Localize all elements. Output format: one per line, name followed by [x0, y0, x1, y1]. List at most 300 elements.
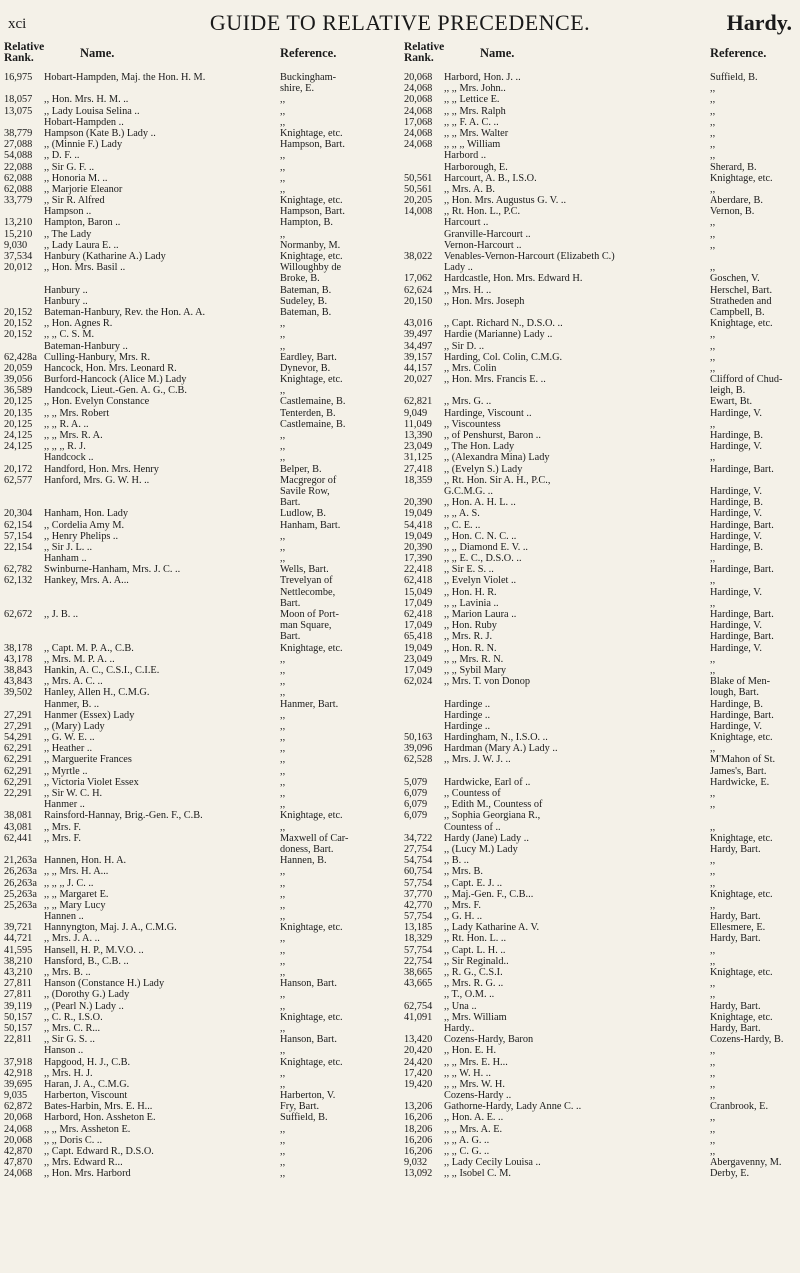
table-row	[4, 1012, 398, 1023]
reference-cell: ,,	[710, 150, 716, 162]
table-row	[404, 441, 798, 452]
reference-cell: Hardinge, V.	[710, 441, 762, 453]
table-row	[4, 251, 398, 262]
table-row	[404, 777, 798, 788]
reference-cell: ,,	[710, 116, 716, 128]
rank-cell: 20,390	[404, 497, 433, 509]
name-cell: ,, Mrs. C. R...	[44, 1022, 101, 1034]
table-row	[404, 83, 798, 94]
reference-cell: Bart.	[280, 497, 301, 509]
name-cell: ,, Hon. Ruby	[444, 620, 497, 632]
reference-cell: Hanmer, Bart.	[280, 698, 339, 710]
table-row	[4, 553, 398, 564]
reference-cell: Knightage, etc.	[280, 374, 343, 386]
table-row	[4, 1146, 398, 1157]
table-row	[404, 1001, 798, 1012]
table-row	[4, 128, 398, 139]
name-cell: Hardman (Mary A.) Lady ..	[444, 743, 558, 755]
name-cell: ,, Victoria Violet Essex	[44, 776, 139, 788]
name-cell: ,, Sir J. L. ..	[44, 541, 93, 553]
table-row	[404, 486, 798, 497]
reference-heading: Reference.	[710, 46, 767, 60]
table-row	[4, 173, 398, 184]
name-cell: Hardinge, Viscount ..	[444, 407, 532, 419]
reference-cell: ,,	[280, 788, 286, 799]
table-row	[404, 564, 798, 575]
table-row	[4, 687, 398, 698]
table-row	[404, 128, 798, 139]
reference-cell: ,,	[280, 116, 286, 128]
table-row	[4, 1057, 398, 1068]
table-row	[4, 911, 398, 922]
rank-cell: 57,154	[4, 530, 33, 542]
reference-cell: ,,	[280, 94, 286, 106]
reference-cell: Trevelyan of	[280, 575, 333, 587]
table-row	[4, 620, 398, 631]
name-cell: ,, (Pearl N.) Lady ..	[44, 1000, 124, 1012]
reference-cell: Ludlow, B.	[280, 508, 326, 520]
reference-cell: Macgregor of	[280, 474, 337, 486]
reference-cell: Knightage, etc.	[280, 1056, 343, 1068]
table-row	[404, 553, 798, 564]
reference-cell: Hardinge, Bart.	[710, 519, 774, 531]
table-row	[404, 329, 798, 340]
name-cell: G.C.M.G. ..	[444, 485, 493, 497]
name-cell: Burford-Hancock (Alice M.) Lady	[44, 374, 187, 386]
reference-cell: ,,	[710, 899, 716, 911]
reference-cell: James's, Bart.	[710, 765, 767, 777]
table-row	[404, 352, 798, 363]
name-cell: ,, ,, ,, William	[444, 139, 501, 151]
rank-cell: 19,049	[404, 530, 433, 542]
rank-cell: 17,062	[404, 273, 433, 285]
reference-cell: Wells, Bart.	[280, 564, 329, 576]
rank-cell: 19,049	[404, 508, 433, 520]
rank-cell: 39,096	[404, 743, 433, 755]
reference-cell: Knightage, etc.	[710, 318, 773, 330]
rank-cell: 54,754	[404, 855, 433, 867]
table-row	[404, 810, 798, 821]
reference-cell: Goschen, V.	[710, 273, 760, 285]
name-cell: Vernon-Harcourt ..	[444, 239, 522, 251]
reference-cell: ,,	[710, 866, 716, 878]
name-cell: ,, C. R., I.S.O.	[44, 1011, 103, 1023]
name-cell: ,, Mrs. H. J.	[44, 1067, 93, 1079]
name-cell: ,, R. G., C.S.I.	[444, 967, 503, 978]
reference-cell: ,,	[280, 955, 286, 967]
reference-cell: ,,	[710, 653, 716, 665]
table-row	[404, 1135, 798, 1146]
name-cell: Hapgood, H. J., C.B.	[44, 1056, 131, 1068]
name-cell: Harcourt, A. B., I.S.O.	[444, 172, 537, 184]
rank-cell: 24,068	[404, 127, 433, 139]
table-row	[4, 217, 398, 228]
table-row	[404, 72, 798, 83]
rank-cell: 18,057	[4, 94, 33, 106]
rank-cell: 20,027	[404, 374, 433, 386]
table-row	[404, 206, 798, 217]
name-cell: ,, Mrs. F.	[44, 821, 81, 833]
name-cell: ,, (Minnie F.) Lady	[44, 139, 123, 151]
table-row	[4, 497, 398, 508]
reference-cell: Dynevor, B.	[280, 362, 331, 374]
rank-heading: Relative Rank.	[404, 41, 445, 64]
rank-cell: 43,081	[4, 821, 33, 833]
name-cell: Venables-Vernon-Harcourt (Elizabeth C.)	[444, 251, 615, 262]
reference-cell: leigh, B.	[710, 385, 746, 397]
rank-cell: 24,068	[4, 1123, 33, 1135]
table-row	[404, 878, 798, 889]
table-row	[404, 285, 798, 296]
name-cell: Handcock ..	[44, 452, 94, 464]
reference-cell: Hardinge, V.	[710, 407, 762, 419]
reference-cell: ,,	[710, 83, 716, 95]
table-row	[404, 1057, 798, 1068]
table-row	[4, 866, 398, 877]
table-row	[4, 508, 398, 519]
rank-cell: 13,185	[404, 922, 433, 934]
name-cell: Hobart-Hampden ..	[44, 116, 124, 128]
rank-cell: 24,068	[404, 105, 433, 117]
reference-cell: ,,	[280, 161, 286, 173]
table-row	[4, 363, 398, 374]
rank-cell: 62,418	[404, 575, 433, 587]
reference-cell: ,,	[280, 1157, 286, 1169]
table-row	[404, 419, 798, 430]
table-row	[4, 1124, 398, 1135]
rank-cell: 16,975	[4, 72, 33, 83]
reference-cell: Hardinge, Bart.	[710, 463, 774, 475]
name-cell: ,, Sir G. F. ..	[44, 161, 95, 173]
name-cell: ,, Mrs. T. von Donop	[444, 676, 530, 688]
name-cell: Countess of ..	[444, 821, 501, 833]
name-cell: ,, Una ..	[444, 1000, 477, 1012]
rank-cell: 62,088	[4, 183, 33, 195]
reference-cell: Hardinge, Bart.	[710, 609, 774, 620]
reference-cell: Hardwicke, E.	[710, 776, 770, 788]
name-cell: Hardingham, N., I.S.O. ..	[444, 732, 548, 744]
rank-cell: 39,157	[404, 351, 433, 363]
table-row	[404, 475, 798, 486]
table-row	[4, 710, 398, 721]
name-cell: ,, Mrs. R. G. ..	[444, 978, 504, 990]
name-cell: ,, ,, Sybil Mary	[444, 664, 507, 676]
name-cell: ,, Hon. A. E. ..	[444, 1112, 504, 1124]
rank-cell: 20,152	[4, 329, 33, 341]
table-row	[4, 341, 398, 352]
table-row	[4, 106, 398, 117]
table-row	[4, 922, 398, 933]
table-row	[404, 754, 798, 765]
name-cell: ,, Capt. M. P. A., C.B.	[44, 642, 134, 654]
rank-cell: 43,210	[4, 967, 33, 978]
reference-cell: Vernon, B.	[710, 206, 755, 218]
name-cell: ,, Cordelia Amy M.	[44, 519, 125, 531]
reference-cell: ,,	[710, 553, 716, 565]
table-row	[4, 385, 398, 396]
name-cell: Handford, Hon. Mrs. Henry	[44, 463, 159, 475]
reference-cell: ,,	[280, 1078, 286, 1090]
rank-cell: 18,329	[404, 933, 433, 945]
name-cell: ,, Myrtle ..	[44, 765, 88, 777]
table-row	[404, 1101, 798, 1112]
table-row	[404, 106, 798, 117]
rank-cell: 20,125	[4, 396, 33, 408]
table-row	[4, 184, 398, 195]
name-cell: Hardie (Marianne) Lady ..	[444, 329, 553, 341]
reference-cell: ,,	[710, 139, 716, 151]
name-cell: Hampson ..	[44, 206, 92, 218]
reference-cell: ,,	[280, 541, 286, 553]
rank-cell: 37,770	[404, 888, 433, 900]
rank-cell: 47,870	[4, 1157, 33, 1169]
reference-cell: ,,	[280, 899, 286, 911]
reference-cell: ,,	[280, 687, 286, 699]
reference-cell: Knightage, etc.	[710, 967, 773, 978]
reference-cell: Knightage, etc.	[280, 810, 343, 822]
reference-cell: ,,	[280, 172, 286, 184]
table-row	[404, 296, 798, 307]
name-cell: Hansell, H. P., M.V.O. ..	[44, 944, 144, 956]
reference-cell: ,,	[280, 1146, 286, 1157]
reference-cell: Hardinge, B.	[710, 497, 763, 509]
reference-cell: Knightage, etc.	[280, 1011, 343, 1023]
name-cell: Harbord, Hon. J. ..	[444, 72, 521, 83]
table-row	[4, 1045, 398, 1056]
rank-cell: 62,624	[404, 284, 433, 296]
name-cell: Handcock, Lieut.-Gen. A. G., C.B.	[44, 385, 187, 397]
table-row	[404, 598, 798, 609]
name-cell: ,, Edith M., Countess of	[444, 799, 543, 811]
table-row	[404, 195, 798, 206]
rank-cell: 62,754	[404, 1000, 433, 1012]
table-row	[404, 922, 798, 933]
table-row	[4, 195, 398, 206]
name-cell: ,, Lady Cecily Louisa ..	[444, 1157, 541, 1169]
reference-cell: Fry, Bart.	[280, 1101, 320, 1113]
page-title: GUIDE TO RELATIVE PRECEDENCE.	[209, 10, 591, 35]
rank-cell: 62,132	[4, 575, 33, 587]
table-row	[4, 1023, 398, 1034]
reference-cell: Clifford of Chud-	[710, 374, 783, 386]
reference-cell: ,,	[710, 1134, 716, 1146]
reference-cell: ,,	[280, 989, 286, 1001]
reference-cell: Hardy, Bart.	[710, 911, 761, 923]
table-row	[404, 933, 798, 944]
table-row	[404, 766, 798, 777]
table-row	[4, 945, 398, 956]
name-cell: ,, Hon. C. N. C. ..	[444, 530, 517, 542]
name-cell: ,, Marion Laura ..	[444, 609, 517, 620]
reference-cell: ,,	[280, 732, 286, 744]
reference-cell: Hardy, Bart.	[710, 843, 761, 855]
running-head	[0, 10, 800, 36]
table-row	[404, 542, 798, 553]
name-cell: Hardcastle, Hon. Mrs. Edward H.	[444, 273, 583, 285]
name-cell: Hampson (Kate B.) Lady ..	[44, 127, 156, 139]
name-cell: ,, ,, C. G. ..	[444, 1146, 490, 1157]
name-cell: Granville-Harcourt ..	[444, 228, 531, 240]
table-row	[4, 699, 398, 710]
reference-cell: Sudeley, B.	[280, 295, 328, 307]
rank-cell: 16,206	[404, 1112, 433, 1124]
name-cell: ,, ,, W. H. ..	[444, 1067, 491, 1079]
table-row	[404, 374, 798, 385]
reference-cell: Knightage, etc.	[710, 732, 773, 744]
reference-cell: Knightage, etc.	[280, 642, 343, 654]
reference-cell: Knightage, etc.	[710, 1011, 773, 1023]
reference-cell: Hardinge, V.	[710, 720, 762, 732]
name-cell: ,, (Evelyn S.) Lady	[444, 463, 523, 475]
reference-cell: Willoughby de	[280, 262, 342, 274]
table-row	[4, 1101, 398, 1112]
table-row	[4, 318, 398, 329]
rank-cell: 16,206	[404, 1134, 433, 1146]
name-cell: ,, Mrs. A. B.	[444, 183, 495, 195]
reference-cell: Bateman, B.	[280, 284, 332, 296]
name-cell: ,, Mrs. Colin	[444, 362, 497, 374]
reference-cell: ,,	[280, 452, 286, 464]
reference-cell: Castlemaine, B.	[280, 418, 346, 430]
name-cell: ,, Mrs. William	[444, 1011, 507, 1023]
rank-cell: 44,157	[404, 362, 433, 374]
name-cell: Hardwicke, Earl of ..	[444, 776, 531, 788]
name-cell: ,, Mrs. F.	[444, 899, 481, 911]
rank-cell: 17,068	[404, 116, 433, 128]
name-cell: Hankin, A. C., C.S.I., C.I.E.	[44, 664, 160, 676]
reference-cell: ,,	[710, 1123, 716, 1135]
reference-cell: ,,	[280, 385, 286, 397]
reference-cell: ,,	[710, 1067, 716, 1079]
name-cell: ,, ,, Lettice E.	[444, 94, 500, 106]
table-row	[404, 1012, 798, 1023]
name-cell: Harcourt ..	[444, 217, 489, 229]
rank-cell: 9,035	[4, 1090, 28, 1102]
rank-cell: 14,008	[404, 206, 433, 218]
table-row	[4, 374, 398, 385]
table-row	[4, 1135, 398, 1146]
table-row	[4, 833, 398, 844]
table-row	[404, 967, 798, 978]
reference-cell: Hardinge, V.	[710, 586, 762, 598]
rank-cell: 60,754	[404, 866, 433, 878]
reference-cell: ,,	[280, 676, 286, 688]
table-row	[404, 162, 798, 173]
name-cell: Hanbury ..	[44, 284, 88, 296]
reference-cell: ,,	[710, 239, 716, 251]
table-row	[404, 520, 798, 531]
reference-cell: Hardinge, V.	[710, 620, 762, 632]
reference-cell: ,,	[710, 351, 716, 363]
rank-cell: 5,079	[404, 776, 428, 788]
reference-cell: ,,	[710, 743, 716, 755]
rank-cell: 41,595	[4, 944, 33, 956]
name-cell: Hanham, Hon. Lady	[44, 508, 129, 520]
rank-cell: 62,672	[4, 609, 33, 620]
name-cell: Hannen, Hon. H. A.	[44, 855, 127, 867]
rank-cell: 18,359	[404, 474, 433, 486]
reference-cell: ,,	[280, 653, 286, 665]
table-row	[4, 631, 398, 642]
rank-cell: 22,154	[4, 541, 33, 553]
rank-cell: 23,049	[404, 653, 433, 665]
reference-cell: ,,	[280, 754, 286, 766]
table-row	[404, 117, 798, 128]
rank-cell: 57,754	[404, 911, 433, 923]
table-row	[4, 810, 398, 821]
rank-cell: 62,418	[404, 609, 433, 620]
name-cell: ,, Rt. Hon. L., P.C.	[444, 206, 521, 218]
rank-cell: 62,872	[4, 1101, 33, 1113]
name-cell: Hobart-Hampden, Maj. the Hon. H. M.	[44, 72, 206, 83]
rank-cell: 15,210	[4, 228, 33, 240]
reference-cell: ,,	[710, 105, 716, 117]
name-cell: ,, Hon. E. H.	[444, 1045, 497, 1057]
rank-cell: 42,770	[404, 899, 433, 911]
rank-cell: 62,088	[4, 172, 33, 184]
reference-cell: Herschel, Bart.	[710, 284, 773, 296]
table-row	[4, 989, 398, 1000]
rank-cell: 24,068	[4, 1168, 33, 1180]
rank-cell: 50,561	[404, 183, 433, 195]
reference-cell: ,,	[280, 1134, 286, 1146]
rank-cell: 13,210	[4, 217, 33, 229]
table-row	[404, 721, 798, 732]
name-cell: ,, ,, Doris C. ..	[44, 1134, 103, 1146]
reference-cell: Moon of Port-	[280, 609, 339, 620]
reference-cell: ,,	[710, 788, 716, 799]
reference-cell: Hardinge, Bart.	[710, 631, 774, 643]
reference-cell: Hampson, Bart.	[280, 139, 345, 151]
name-cell: Hardinge ..	[444, 698, 491, 710]
reference-cell: Hardinge, V.	[710, 508, 762, 520]
table-row	[4, 72, 398, 83]
rank-cell: 37,534	[4, 251, 33, 262]
table-row	[4, 352, 398, 363]
name-cell: ,, Capt. L. H. ..	[444, 944, 506, 956]
table-row	[404, 1023, 798, 1034]
name-cell: ,, ,, Mrs. R. N.	[444, 653, 504, 665]
table-row	[404, 654, 798, 665]
table-row	[4, 285, 398, 296]
table-row	[404, 687, 798, 698]
name-cell: Hanson (Constance H.) Lady	[44, 978, 165, 990]
name-cell: ,, ,, F. A. C. ..	[444, 116, 499, 128]
reference-cell: Hanson, Bart.	[280, 1034, 337, 1046]
reference-cell: Nettlecombe,	[280, 586, 336, 598]
reference-cell: Maxwell of Car-	[280, 832, 349, 844]
name-cell: ,, Marjorie Eleanor	[44, 183, 123, 195]
rank-cell: 57,754	[404, 877, 433, 889]
name-cell: ,, Mrs. G. ..	[444, 396, 492, 408]
reference-cell: ,,	[710, 362, 716, 374]
name-cell: ,, Mrs. B.	[444, 866, 483, 878]
name-cell: ,, (Dorothy G.) Lady	[44, 989, 130, 1001]
name-cell: ,, ,, E. C., D.S.O. ..	[444, 553, 522, 565]
name-cell: Hardinge ..	[444, 720, 491, 732]
table-row	[404, 531, 798, 542]
name-cell: Hanbury ..	[44, 295, 88, 307]
reference-cell: Knightage, etc.	[710, 888, 773, 900]
rank-cell: 23,049	[404, 441, 433, 453]
table-row	[404, 508, 798, 519]
name-cell: ,, Hon. Mrs. Francis E. ..	[444, 374, 546, 386]
table-row	[4, 587, 398, 598]
rank-cell: 20,125	[4, 418, 33, 430]
table-row	[4, 419, 398, 430]
reference-cell: ,,	[280, 911, 286, 923]
reference-cell: ,,	[280, 441, 286, 453]
